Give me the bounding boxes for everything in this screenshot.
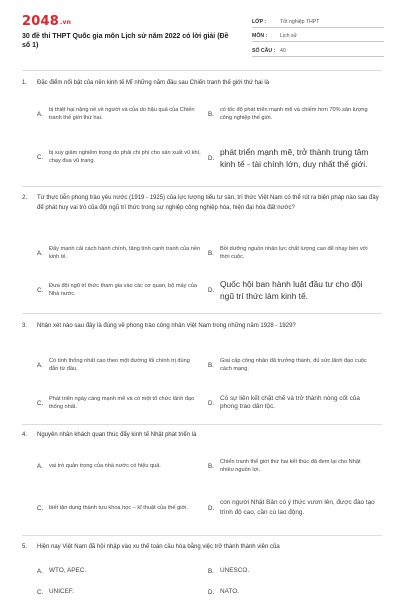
option-text: bị suy giảm nghiêm trọng do phải chi phí cho sản xuất vũ khí, chạy đua vũ trang. [49,150,201,164]
question-text: Hiện nay Việt Nam đã hội nhập vào xu thế toàn cầu hóa bằng việc trở thành thành viên của [37,544,280,550]
option-d[interactable] [208,384,382,422]
option-letter: A. [37,462,43,470]
option-text: Đẩy mạnh cải cách hành chính, tăng tính cạnh tranh của nền kinh tế. [49,246,201,260]
question-number: 1. [22,80,28,86]
meta-label: SỐ CÂU : [252,47,276,54]
option-text: Chiến tranh thế giới thứ hai kết thúc đã đem lại cho Nhật nhiều nguồn lợi. [220,459,361,473]
option-text: vai trò quản trọng của nhà nước có hiệu quả. [49,463,161,469]
option-a[interactable] [37,348,212,382]
option-text: NATO. [220,587,239,595]
option-letter: C. [37,504,44,512]
option-text: Có tính thống nhất cao theo một đường lối chính trị đúng đắn từ đầu. [49,358,190,372]
meta-value: Lịch sử [280,33,298,39]
question-text: Đặc điểm nổi bật của nền kinh tế Mĩ những năm đầu sau Chiến tranh thế giới thứ hai là [37,80,270,86]
option-text: Quốc hội ban hành luật đầu tư cho đội ngũ trí thức làm kinh tế. [220,279,363,301]
option-text: Bồi dưỡng nguồn nhân lực chất lượng cao để nhạy bén với thời cuộc. [220,246,368,260]
option-a[interactable] [37,449,212,483]
option-b[interactable] [208,564,382,578]
option-c[interactable] [37,386,212,420]
option-letter: C. [37,588,44,596]
divider [22,186,382,187]
question-number: 4. [22,432,28,438]
option-letter: B. [208,361,214,369]
document-meta-table [252,13,384,57]
document-header [0,0,400,66]
option-letter: D. [208,399,215,407]
option-b[interactable] [208,449,382,483]
question-number: 2. [22,195,28,201]
option-text: Đưa đội ngũ trí thức tham gia vào các cơ quan, bộ máy của Nhà nước. [49,283,197,297]
option-letter: A. [37,567,43,575]
option-letter: B. [208,567,214,575]
question-text: Nguyên nhân khách quan thúc đẩy kinh tế Nhật phát triển là [37,432,197,438]
option-a[interactable] [37,564,212,578]
option-text: UNESCO. [220,566,250,574]
option-letter: B. [208,110,214,118]
option-text: Giai cấp công nhân đã trưởng thành, đủ sức lãnh đạo cuộc cách mạng. [220,358,367,372]
option-letter: C. [37,153,44,161]
option-text: phát triển mạnh mẽ, trở thành trung tâm kinh tế - tài chính lớn, duy nhất thế giới. [220,147,369,169]
option-d[interactable] [208,585,382,599]
question-text: Từ thực tiễn phong trào yêu nước (1919 - 1925) của lực lượng tiểu tư sản, trí thức Việt Nam có thể rút ra biện pháp nào sau đây để phát huy vai trò của đội ngũ trí thức trong sự nghiệp công nghiệp hóa, hiện đại hóa đất nước? [37,195,379,211]
meta-row-class [252,13,384,28]
option-c[interactable] [37,491,212,525]
meta-label: LỚP : [252,18,267,25]
option-c[interactable] [37,273,212,307]
option-text: Có sự liên kết chặt chẽ và trở thành nòng cốt của phong trào dân tộc. [220,394,360,410]
site-logo[interactable] [22,14,71,29]
option-c[interactable] [37,137,212,177]
logo-suffix: .vn [59,19,72,26]
option-b[interactable] [208,348,382,382]
meta-value: Tốt nghiệp THPT [280,18,320,25]
question-number: 3. [22,323,28,329]
divider [22,70,382,71]
question-stem [22,194,382,213]
meta-value: 40 [280,47,286,54]
option-letter: D. [208,504,215,512]
option-c[interactable] [37,585,212,599]
question-stem [22,79,382,89]
option-letter: A. [37,110,43,118]
option-text: biết tận dụng thành tựu khoa học – kĩ thuật của thế giới. [49,505,188,511]
option-letter: A. [37,361,43,369]
option-b[interactable] [208,95,382,133]
option-text: UNICEF. [49,587,74,595]
divider [22,535,382,536]
option-d[interactable] [208,271,382,309]
option-text: WTO, APEC. [49,566,87,574]
option-text: bị thiệt hại nặng nề về người và của do hậu quả của Chiến tranh thế giới thứ hai. [49,107,195,121]
question-stem [22,543,382,553]
option-letter: C. [37,286,44,294]
question-stem [22,431,382,441]
option-text: có tốc độ phát triển mạnh mẽ và chiếm hơn 70% sản lượng công nghiệp thế giới. [220,107,368,121]
question-2 [22,194,382,213]
divider [22,313,382,314]
option-letter: B. [208,249,214,257]
question-5 [22,543,382,553]
meta-row-subject [252,28,384,43]
question-4 [22,431,382,441]
meta-label: MÔN : [252,33,268,39]
question-stem [22,322,382,332]
option-letter: C. [37,399,44,407]
option-letter: D. [208,588,215,596]
option-d[interactable] [208,486,382,530]
question-number: 5. [22,544,28,550]
question-3 [22,322,382,332]
option-letter: B. [208,462,214,470]
page-title: 30 đề thi THPT Quốc gia môn Lịch sử năm 2022 có lời giải (Đề số 1) [22,33,229,49]
option-letter: A. [37,249,43,257]
option-b[interactable] [208,236,382,270]
meta-row-count [252,42,384,57]
option-text: Phát triển ngày càng mạnh mẽ và có một tổ chức lãnh đạo thống nhất. [49,396,195,410]
option-letter: D. [208,286,215,294]
option-text: con người Nhật Bản có ý thức vươn lên, được đào tạo trình độ cao, cần cù lao động. [220,499,375,516]
option-d[interactable] [208,134,382,182]
option-letter: D. [208,154,215,162]
option-a[interactable] [37,95,212,133]
logo-text: 2048 [22,14,59,29]
question-1 [22,79,382,89]
option-a[interactable] [37,236,212,270]
question-text: Nhận xét nào sau đây là đúng về phong trào công nhân Việt Nam trong những năm 1928 - 1929? [37,323,296,329]
divider [22,424,382,425]
